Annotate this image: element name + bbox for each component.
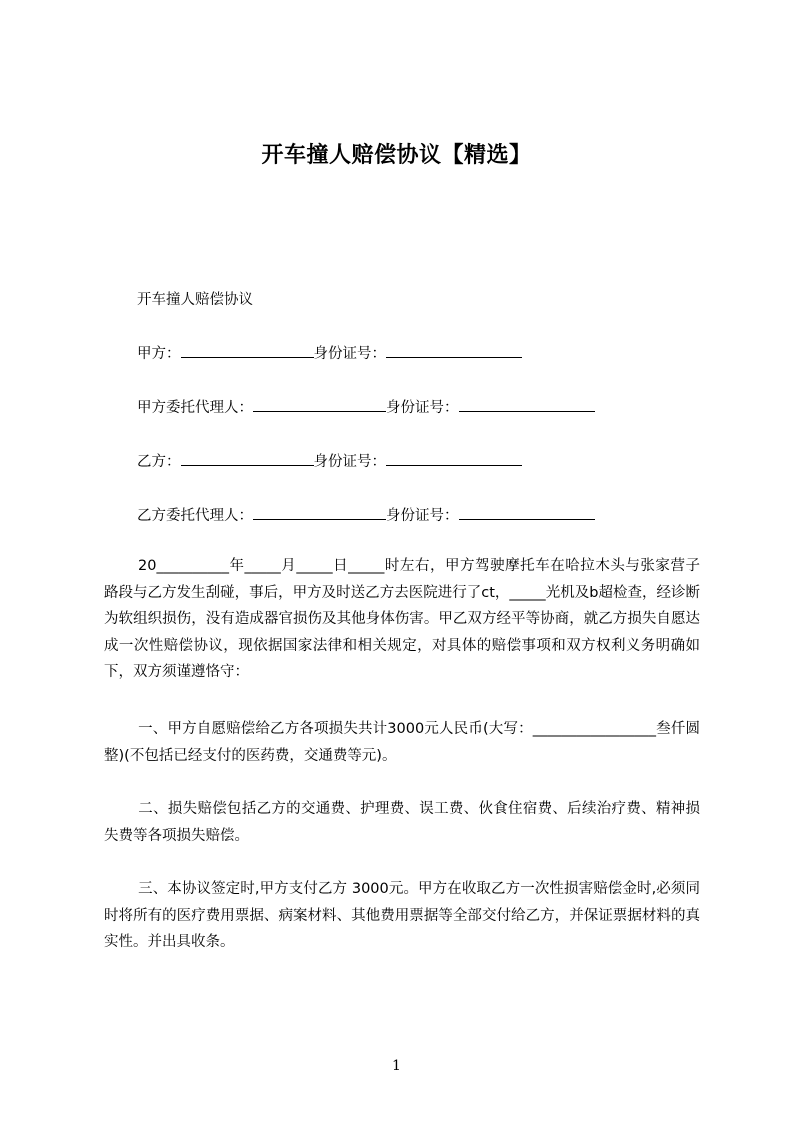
party-b-blank [181,453,314,466]
intro-paragraph [104,553,700,686]
party-a-label: 甲方： [137,346,181,362]
party-a-agent-line [137,398,595,418]
party-b-agent-label: 乙方委托代理人： [137,508,253,524]
document-title: 开车撞人赔偿协议【精选】 [261,143,532,168]
clause-2-text: 二、损失赔偿包括乙方的交通费、护理费、误工费、伙食住宿费、后续治疗费、精神损失费等各项损失赔偿。 [104,801,700,844]
party-a-agent-id-blank [459,399,595,412]
clause-3 [104,876,700,956]
clause-1-text: 一、甲方自愿赔偿给乙方各项损失共计3000元人民币(大写：_________________叁仟圆整)(不包括已经支付的医药费，交通费等元)。 [104,721,700,764]
party-a-agent-label: 甲方委托代理人： [137,400,253,416]
party-b-agent-id-blank [459,507,595,520]
party-a-agent-id-label: 身份证号： [386,400,459,416]
page-number: 1 [392,1058,401,1074]
party-b-label: 乙方： [137,454,181,470]
party-b-agent-id-label: 身份证号： [386,508,459,524]
party-a-agent-blank [253,399,386,412]
clause-3-text: 三、本协议签定时,甲方支付乙方 3000元。甲方在收取乙方一次性损害赔偿金时,必须同时将所有的医疗费用票据、病案材料、其他费用票据等全部交付给乙方，并保证票据材料的真实性。并出具收条。 [104,881,700,950]
party-b-id-label: 身份证号： [313,454,386,470]
party-a-blank [181,345,314,358]
agreement-subtitle: 开车撞人赔偿协议 [137,292,253,308]
party-a-line [137,344,522,364]
party-b-agent-line [137,506,595,526]
party-a-id-blank [386,345,522,358]
party-b-id-blank [386,453,522,466]
party-b-line [137,452,522,472]
intro-paragraph-text: 20__________年_____月_____日_____时左右，甲方驾驶摩托车在哈拉木头与张家营子路段与乙方发生刮碰，事后，甲方及时送乙方去医院进行了ct，_____光机及b超检查，经诊断为软组织损伤，没有造成器官损伤及其他身体伤害。甲乙双方经平等协商，就乙方损失自愿达成一次性赔偿协议，现依据国家法律和相关规定，对具体的赔偿事项和双方权利义务明确如下，双方须谨遵恪守： [104,558,700,680]
clause-2 [104,796,700,849]
party-a-id-label: 身份证号： [313,346,386,362]
clause-1 [104,716,700,769]
party-b-agent-blank [253,507,386,520]
